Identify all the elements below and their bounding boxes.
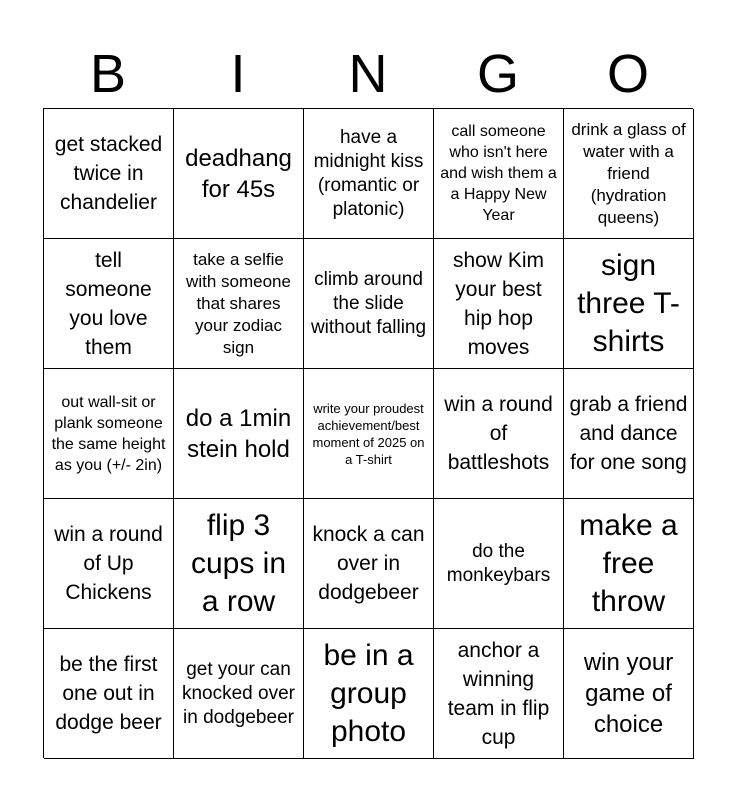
header-letter-i: I <box>230 44 246 104</box>
cell-text: out wall-sit or plank someone the same height as you (+/- 2in) <box>51 393 166 474</box>
bingo-cell[interactable] <box>304 499 434 629</box>
bingo-cell[interactable] <box>174 239 304 369</box>
bingo-board <box>43 108 693 758</box>
bingo-cell[interactable] <box>434 499 564 629</box>
bingo-cell[interactable] <box>434 629 564 759</box>
cell-text: make a free throw <box>579 508 678 618</box>
cell-text: be in a group photo <box>323 638 414 748</box>
bingo-cell[interactable] <box>44 629 174 759</box>
bingo-cell[interactable] <box>44 239 174 369</box>
bingo-header <box>43 40 693 108</box>
cell-text: do a 1min stein hold <box>185 404 292 463</box>
cell-text: climb around the slide without falling <box>310 268 427 338</box>
bingo-cell[interactable] <box>304 109 434 239</box>
bingo-cell[interactable] <box>564 629 694 759</box>
bingo-cell[interactable] <box>304 629 434 759</box>
bingo-cell[interactable] <box>174 109 304 239</box>
cell-text: win a round of battleshots <box>444 393 553 474</box>
bingo-cell[interactable] <box>44 369 174 499</box>
cell-text: sign three T-shirts <box>577 248 680 358</box>
cell-text: write your proudest achievement/best moment of 2025 on a T-shirt <box>312 400 425 467</box>
cell-text: call someone who isn't here and wish them a a Happy New Year <box>440 123 557 224</box>
bingo-cell[interactable] <box>434 369 564 499</box>
bingo-cell[interactable] <box>44 109 174 239</box>
cell-text: get stacked twice in chandelier <box>54 133 163 214</box>
bingo-cell[interactable] <box>564 109 694 239</box>
cell-text: drink a glass of water with a friend (hydration queens) <box>571 119 686 227</box>
cell-text: have a midnight kiss (romantic or platonic) <box>313 126 424 220</box>
cell-text: flip 3 cups in a row <box>190 508 287 618</box>
bingo-cell[interactable] <box>174 369 304 499</box>
cell-text: be the first one out in dodge beer <box>55 653 162 734</box>
cell-text: get your can knocked over in dodgebeer <box>181 658 295 728</box>
header-letter-n: N <box>348 44 388 104</box>
cell-text: do the monkeybars <box>446 540 551 586</box>
bingo-cell[interactable] <box>564 239 694 369</box>
cell-text: show Kim your best hip hop moves <box>452 248 545 359</box>
cell-text: take a selfie with someone that shares your zodiac sign <box>186 249 291 357</box>
cell-text: tell someone you love them <box>65 248 152 359</box>
header-letter-b: B <box>89 44 127 104</box>
cell-text: deadhang for 45s <box>185 144 292 203</box>
cell-text: anchor a winning team in flip cup <box>447 638 550 749</box>
bingo-cell[interactable] <box>44 499 174 629</box>
bingo-cell[interactable] <box>434 109 564 239</box>
bingo-cell[interactable] <box>304 239 434 369</box>
cell-text: grab a friend and dance for one song <box>569 393 688 474</box>
bingo-cell[interactable] <box>434 239 564 369</box>
bingo-cell[interactable] <box>174 499 304 629</box>
bingo-cell[interactable] <box>174 629 304 759</box>
bingo-cell[interactable] <box>304 369 434 499</box>
bingo-cell[interactable] <box>564 499 694 629</box>
cell-text: win a round of Up Chickens <box>54 523 163 604</box>
bingo-cell[interactable] <box>564 369 694 499</box>
header-letter-g: G <box>476 44 519 104</box>
header-letter-o: O <box>606 44 649 104</box>
cell-text: win your game of choice <box>583 649 674 738</box>
cell-text: knock a can over in dodgebeer <box>312 523 425 604</box>
